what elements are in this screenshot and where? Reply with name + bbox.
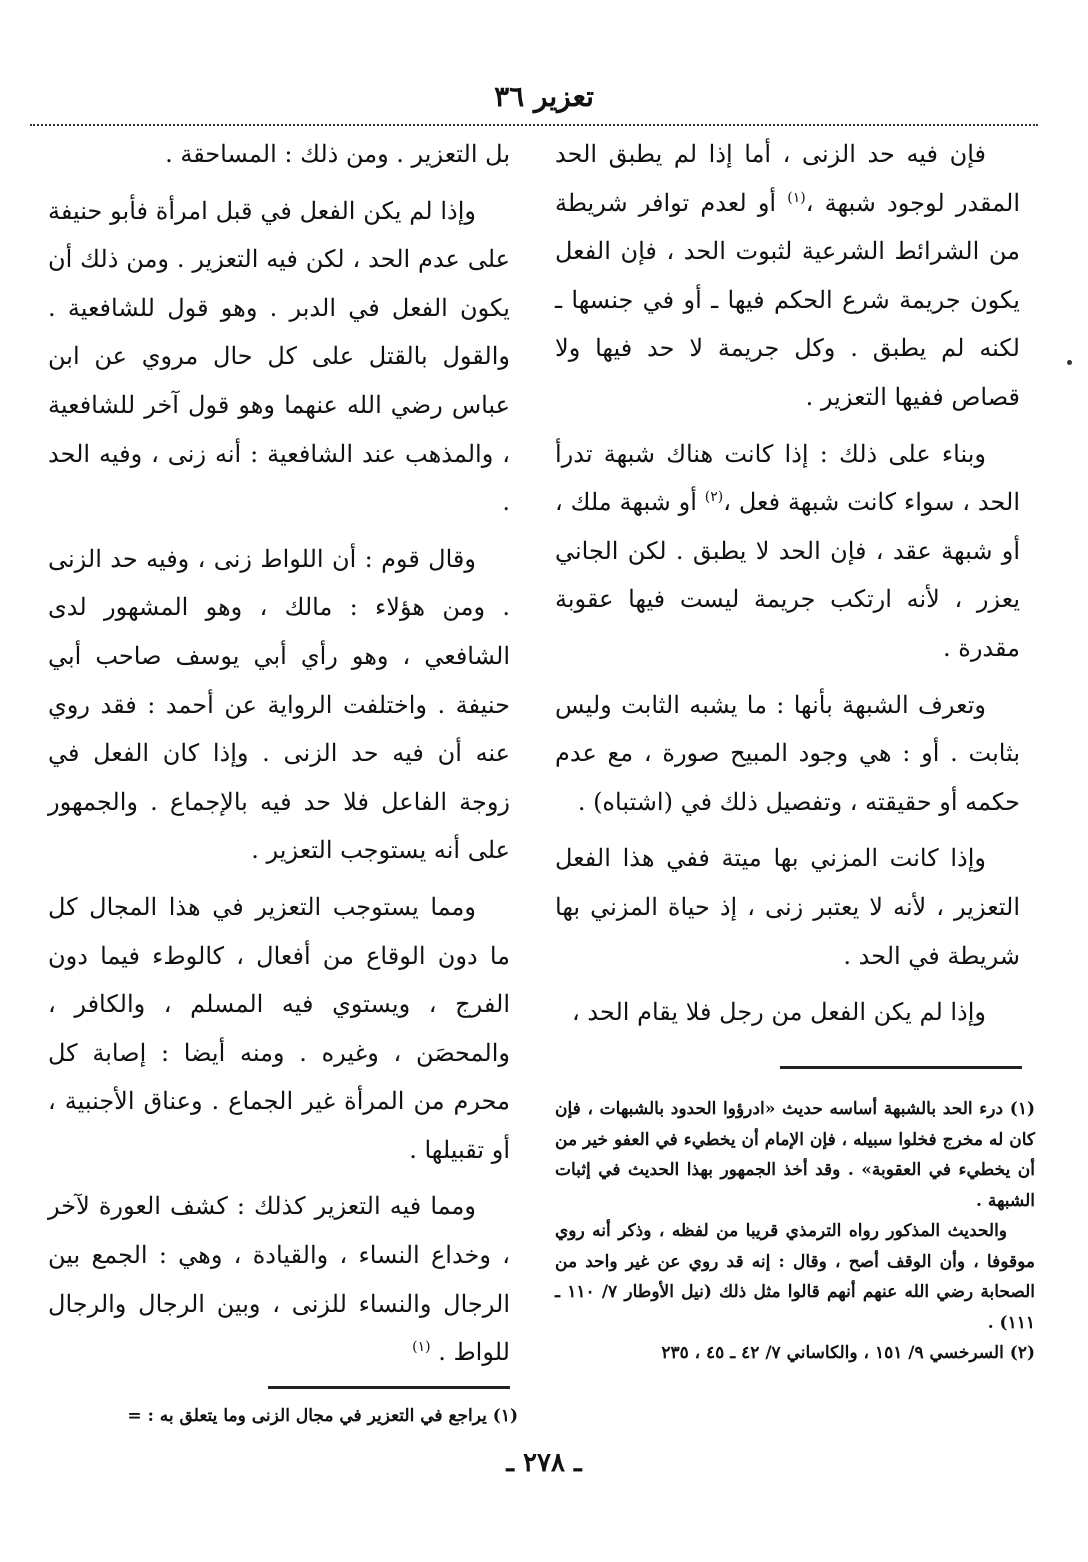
left-column [48,130,510,1377]
paragraph [555,130,1020,422]
footnote: (٢) السرخسي ٩/ ١٥١ ، والكاساني ٧/ ٤٢ ـ ٤٥ ، ٢٣٥ [661,1343,1035,1363]
text: وبناء على ذلك : إذا كانت هناك شبهة تدرأ الحد ، سواء كانت شبهة فعل ، [555,439,1020,517]
right-column [555,130,1020,1037]
footnote-ref: (١) [412,1339,431,1356]
paragraph: وإذا لم يكن الفعل في قبل امرأة فأبو حنيفة على عدم الحد ، لكن فيه التعزير . ومن ذلك أن يكون الفعل في الدبر . وهو قول للشافعية . والقول بالقتل على كل حال مروي عن ابن عباس رضي الله عنهما وهو قول آخر للشافعية ، والمذهب عند الشافعية : أنه زنى ، وفيه الحد . [48,196,510,517]
footnote-ref: (١) [787,189,806,206]
paragraph: وإذا لم يكن الفعل من رجل فلا يقام الحد ، [572,998,986,1027]
paragraph: بل التعزير . ومن ذلك : المساحقة . [165,140,510,168]
paragraph: وإذا كانت المزني بها ميتة ففي هذا الفعل التعزير ، لأنه لا يعتبر زنى ، إذ حياة المزني بها شريطة في الحد . [555,844,1020,970]
margin-dot [1067,360,1072,365]
text: ومما فيه التعزير كذلك : كشف العورة لآخر ، وخداع النساء ، والقيادة ، وهي : الجمع بين الرجال والنساء للزنى ، وبين الرجال والرجال للواط . [48,1192,510,1367]
footnote-rule [780,1066,1022,1069]
footnote-ref: (٢) [704,489,724,506]
paragraph [48,1182,510,1376]
paragraph [555,430,1020,673]
text: فإن فيه حد الزنى ، أما إذا لم يطبق الحد المقدر لوجود شبهة ، [555,140,1020,217]
footnote-rule [268,1386,510,1389]
footnote: والحديث المذكور رواه الترمذي قريبا من لفظه ، وذكر أنه روي موقوفا ، وأن الوقف أصح ، وقال : إنه قد روي عن غير واحد من الصحابة رضي الله عنهم أنهم قالوا مثل ذلك (نيل الأوطار ٧/ ١١٠ ـ ١١١) . [555,1221,1035,1333]
footnotes-right [555,1094,1035,1369]
footnote: (١) درء الحد بالشبهة أساسه حديث «ادرؤوا الحدود بالشبهات ، فإن كان له مخرج فخلوا سبيله ، فإن الإمام أن يخطيء في العفو خير من أن يخطيء في العقوبة» . وقد أخذ الجمهور بهذا الحديث في إثبات الشبهة . [555,1099,1035,1211]
paragraph: ومما يستوجب التعزير في هذا المجال كل ما دون الوقاع من أفعال ، كالوطء فيما دون الفرج ، ويستوي فيه المسلم ، والكافر ، والمحصَن ، وغيره . ومنه أيضا : إصابة كل محرم من المرأة غير الجماع . وعناق الأجنبية ، أو تقبيلها . [48,892,510,1164]
footnotes-left [48,1401,518,1432]
footnote: (١) يراجع في التعزير في مجال الزنى وما يتعلق به : = [127,1406,518,1426]
paragraph: وتعرف الشبهة بأنها : ما يشبه الثابت وليس بثابت . أو : هي وجود المبيح صورة ، مع عدم حكمه أو حقيقته ، وتفصيل ذلك في (اشتباه) . [555,690,1020,816]
header-dotted-rule [30,124,1038,126]
page-number: ـ ٢٧٨ ـ [506,1448,582,1478]
text: أو شبهة ملك ، أو شبهة عقد ، فإن الحد لا يطبق . لكن الجاني يعزر ، لأنه ارتكب جريمة ليست فيها عقوبة مقدرة . [555,488,1020,662]
paragraph: وقال قوم : أن اللواط زنى ، وفيه حد الزنى . ومن هؤلاء : مالك ، وهو المشهور لدى الشافعي ، وهو رأي أبي يوسف صاحب أبي حنيفة . واختلفت الرواية عن أحمد : فقد روي عنه أن فيه حد الزنى . وإذا كان الفعل في زوجة الفاعل فلا حد فيه بالإجماع . والجمهور على أنه يستوجب التعزير . [48,544,510,865]
text: أو لعدم توافر شريطة من الشرائط الشرعية لثبوت الحد ، فإن الفعل يكون جريمة شرع الحكم فيها ـ أو في جنسها ـ لكنه لم يطبق . وكل جريمة لا حد فيها ولا قصاص ففيها التعزير . [555,188,1020,411]
running-header: تعزير ٣٦ [494,80,594,113]
